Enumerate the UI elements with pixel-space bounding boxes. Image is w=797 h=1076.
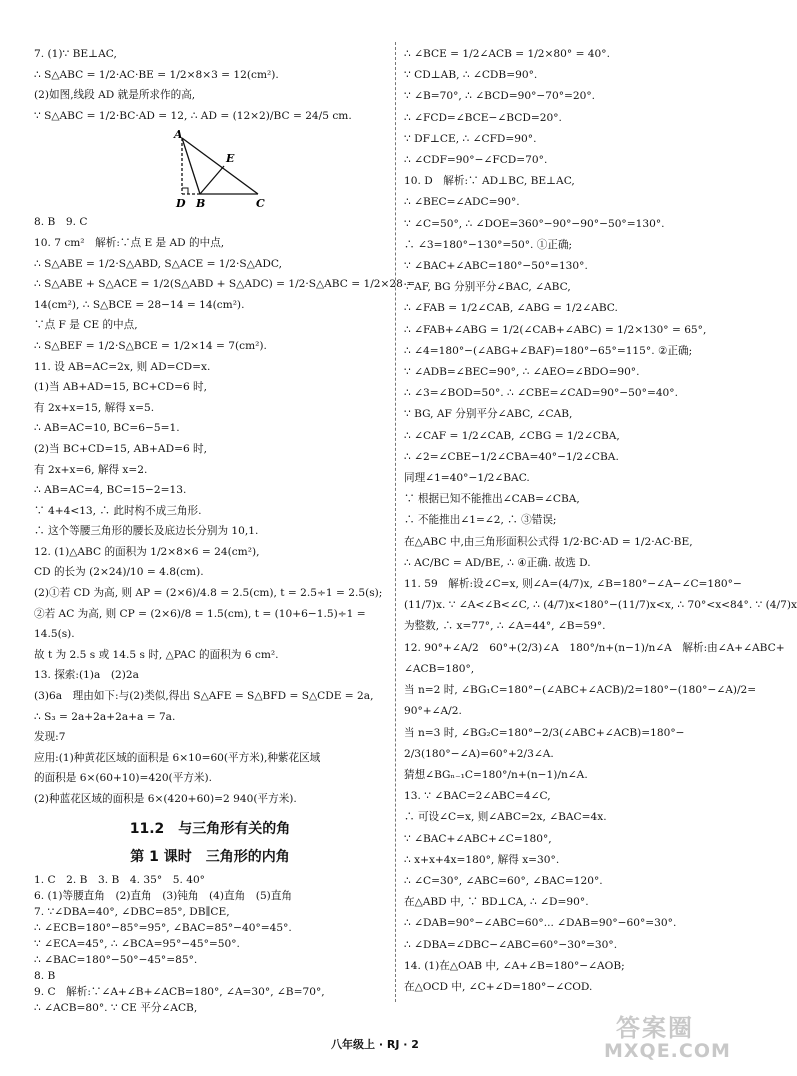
answer-line: (2)①若 CD 为高, 则 AP = (2×6)/4.8 = 2.5(cm), t = 2.5÷1 = 2.5(s); (34, 587, 383, 600)
answer-line: ∵ S△ABC = 1/2·BC·AD = 12, ∴ AD = (12×2)/BC = 24/5 cm. (34, 109, 352, 122)
answer-line: ∴ x+x+4x=180°, 解得 x=30°. (404, 853, 560, 866)
answer-line: ∴ 这个等腰三角形的腰长及底边长分别为 10,1. (34, 525, 259, 538)
watermark-domain: MXQE.COM (604, 1040, 731, 1062)
answer-line: ∴ ∠CAF = 1/2∠CAB, ∠CBG = 1/2∠CBA, (404, 429, 620, 442)
answer-line: ∴ ∠2=∠CBE−1/2∠CBA=40°−1/2∠CBA. (404, 450, 619, 463)
watermark (604, 1008, 744, 1070)
vertex-label-a: A (174, 128, 183, 142)
answer-line: 12. (1)△ABC 的面积为 1/2×8×6 = 24(cm²), (34, 545, 260, 558)
answer-line: ∴ AB=AC=10, BC=6−5=1. (34, 422, 180, 435)
vertex-label-d: D (176, 197, 186, 211)
answer-line: ∴ 不能推出∠1=∠2, ∴ ③错误; (404, 514, 557, 527)
answer-line: 10. D 解析:∵ AD⊥BC, BE⊥AC, (404, 175, 575, 188)
left-column (34, 44, 416, 1016)
answer-line: 当 n=3 时, ∠BG₂C=180°−2/3(∠ABC+∠ACB)=180°− (404, 726, 685, 739)
segment-ac (182, 138, 258, 194)
segment-be (200, 166, 224, 194)
answer-line: 当 n=2 时, ∠BG₁C=180°−(∠ABC+∠ACB)/2=180°−(180°−∠A)/2= (404, 684, 757, 697)
answer-line: ∵ ∠C=50°, ∴ ∠DOE=360°−90°−90°−50°=130°. (404, 217, 665, 230)
vertex-label-e: E (226, 152, 235, 166)
answer-line: 猜想∠BGₙ₋₁C=180°/n+(n−1)/n∠A. (404, 768, 588, 781)
answer-line: ∵ BG, AF 分别平分∠ABC, ∠CAB, (404, 408, 573, 421)
section-title: 11.2 与三角形有关的角 (129, 820, 291, 837)
answer-line: ∴ S△ABC = 1/2·AC·BE = 1/2×8×3 = 12(cm²). (34, 68, 279, 81)
answer-line: ∴ ∠FCD=∠BCE−∠BCD=20°. (404, 111, 562, 124)
answer-line: (1)当 AB+AD=15, BC+CD=6 时, (34, 381, 208, 394)
answer-line: ∴ ∠BCE = 1/2∠ACB = 1/2×80° = 40°. (404, 48, 610, 60)
answer-line: 6. (1)等腰直角 (2)直角 (3)钝角 (4)直角 (5)直角 (34, 889, 293, 902)
answer-line: ∴ ∠DAB=90°−∠ABC=60°... ∠DAB=90°−60°=30°. (404, 917, 677, 930)
answer-line: 故 t 为 2.5 s 或 14.5 s 时, △PAC 的面积为 6 cm². (34, 648, 279, 661)
watermark-logo-text: 答案圈 (616, 1014, 694, 1042)
answer-line: ②若 AC 为高, 则 CP = (2×6)/8 = 1.5(cm), t = (10+6−1.5)÷1 = (34, 607, 366, 620)
answers-11-2 (34, 872, 386, 1016)
answer-line: ∴ AC/BC = AD/BE, ∴ ④正确. 故选 D. (404, 556, 591, 569)
answer-line: ∴ ∠ECB=180°−85°=95°, ∠BAC=85°−40°=45°. (34, 921, 292, 934)
answer-line: ∴ ∠FAB = 1/2∠CAB, ∠ABG = 1/2∠ABC. (404, 302, 618, 315)
right-angle-mark (182, 188, 188, 194)
answer-line: 同理∠1=40°−1/2∠BAC. (404, 472, 530, 485)
answer-line: (3)6a 理由如下:与(2)类似,得出 S△AFE = S△BFD = S△CDE = 2a, (34, 690, 374, 703)
answer-line: ∴ ∠3=180°−130°=50°. ①正确; (404, 238, 573, 251)
answers-11-1-cont (34, 212, 416, 809)
answer-line: ∴ S△ABE + S△ACE = 1/2(S△ABD + S△ADC) = 1/2·S△ABC = 1/2×28 = (34, 278, 416, 291)
answer-line: ∴ ∠DBA=∠DBC−∠ABC=60°−30°=30°. (404, 938, 618, 951)
answer-line: CD 的长为 (2×24)/10 = 4.8(cm). (34, 566, 204, 579)
answer-line: (11/7)x. ∵ ∠A<∠B<∠C, ∴ (4/7)x<180°−(11/7)x<x, ∴ 70°<x<84°. ∵ (4/7)x (404, 599, 797, 612)
answer-line: 14.5(s). (34, 628, 75, 641)
answer-line: ∴ ∠3=∠BOD=50°. ∴ ∠CBE=∠CAD=90°−50°=40°. (404, 387, 678, 400)
answer-line: ∴ ∠FAB+∠ABG = 1/2(∠CAB+∠ABC) = 1/2×130° = 65°, (404, 323, 707, 336)
triangle-diagram (154, 128, 264, 210)
answer-line: 11. 59 解析:设∠C=x, 则∠A=(4/7)x, ∠B=180°−∠A−∠C=180°− (404, 578, 742, 591)
right-column (404, 44, 797, 998)
segment-ab (182, 138, 200, 194)
answer-line: ∵ ∠ECA=45°, ∴ ∠BCA=95°−45°=50°. (34, 937, 240, 950)
answer-line: 在△ABD 中, ∵ BD⊥CA, ∴ ∠D=90°. (404, 896, 589, 909)
answer-line: 1. C 2. B 3. B 4. 35° 5. 40° (34, 873, 205, 886)
answer-line: 13. 探索:(1)a (2)2a (34, 669, 139, 682)
answer-line: 为整数, ∴ x=77°, ∴ ∠A=44°, ∠B=59°. (404, 620, 606, 633)
answer-line: ∴ ∠BEC=∠ADC=90°. (404, 196, 520, 209)
answer-line: ∴ 可设∠C=x, 则∠ABC=2x, ∠BAC=4x. (404, 811, 607, 824)
answer-line: ∵ DF⊥CE, ∴ ∠CFD=90°. (404, 132, 537, 145)
answer-line: ∴ ∠C=30°, ∠ABC=60°, ∠BAC=120°. (404, 874, 603, 887)
answer-line: 在△OCD 中, ∠C+∠D=180°−∠COD. (404, 980, 593, 993)
answer-line: 的面积是 6×(60+10)=420(平方米). (34, 772, 212, 785)
answer-line: 13. ∵ ∠BAC=2∠ABC=4∠C, (404, 790, 551, 803)
answer-line: 11. 设 AB=AC=2x, 则 AD=CD=x. (34, 360, 211, 373)
answer-line: 7. ∵∠DBA=40°, ∠DBC=85°, DB∥CE, (34, 905, 230, 918)
answer-line: ∵ ∠BAC+∠ABC=180°−50°=130°. (404, 260, 588, 273)
answer-line: 发现:7 (34, 731, 66, 744)
answer-line: 14(cm²), ∴ S△BCE = 28−14 = 14(cm²). (34, 298, 245, 311)
answer-line: 有 2x+x=15, 解得 x=5. (34, 401, 155, 414)
lesson-title: 第 1 课时 三角形的内角 (130, 848, 290, 865)
answer-line: 9. C 解析:∵∠A+∠B+∠ACB=180°, ∠A=30°, ∠B=70°, (34, 985, 325, 998)
column-divider (395, 42, 396, 1002)
answer-line: 2/3(180°−∠A)=60°+2/3∠A. (404, 747, 554, 760)
vertex-label-b: B (196, 197, 206, 211)
answer-line: 在△ABC 中,由三角形面积公式得 1/2·BC·AD = 1/2·AC·BE, (404, 535, 693, 548)
answer-line: ∴ ∠4=180°−(∠ABG+∠BAF)=180°−65°=115°. ②正确; (404, 344, 693, 357)
answer-line: ∴ ∠CDF=90°−∠FCD=70°. (404, 154, 548, 167)
answer-line: ∠ACB=180°, (404, 662, 475, 675)
answer-line: ∵ 根据已知不能推出∠CAB=∠CBA, (404, 493, 580, 506)
answer-line: 14. (1)在△OAB 中, ∠A+∠B=180°−∠AOB; (404, 959, 625, 972)
answer-line: ∵ ∠ADB=∠BEC=90°, ∴ ∠AEO=∠BDO=90°. (404, 366, 640, 379)
answer-line: ∴ S△ABE = 1/2·S△ABD, S△ACE = 1/2·S△ADC, (34, 257, 282, 270)
answer-line: ∵点 F 是 CE 的中点, (34, 319, 138, 332)
answer-line: ∵ ∠B=70°, ∴ ∠BCD=90°−70°=20°. (404, 90, 596, 103)
answer-line: ∴ S△BEF = 1/2·S△BCE = 1/2×14 = 7(cm²). (34, 339, 267, 352)
answer-line: (2)当 BC+CD=15, AB+AD=6 时, (34, 442, 208, 455)
answer-line: ∴ S₃ = 2a+2a+2a+a = 7a. (34, 710, 176, 723)
answer-line: ∵ 4+4<13, ∴ 此时构不成三角形. (34, 504, 202, 517)
answer-line: 应用:(1)种黄花区域的面积是 6×10=60(平方米),种紫花区域 (34, 751, 321, 764)
answer-line: 10. 7 cm² 解析:∵点 E 是 AD 的中点, (34, 236, 225, 249)
answer-line: 8. B (34, 969, 56, 982)
answer-line: 8. B 9. C (34, 216, 88, 229)
answer-line: ∴ ∠ACB=80°. ∵ CE 平分∠ACB, (34, 1001, 198, 1014)
answer-line: 有 2x+x=6, 解得 x=2. (34, 463, 148, 476)
vertex-label-c: C (256, 197, 265, 211)
answer-line: (2)种蓝花区域的面积是 6×(420+60)=2 940(平方米). (34, 793, 297, 805)
answer-line: ∵ CD⊥AB, ∴ ∠CDB=90°. (404, 69, 538, 82)
answer-line: ∴ AB=AC=4, BC=15−2=13. (34, 484, 187, 497)
answer-line: (2)如图,线段 AD 就是所求作的高, (34, 89, 196, 102)
answer-line: ∴ ∠BAC=180°−50°−45°=85°. (34, 953, 198, 966)
answer-line: ∵ ∠BAC+∠ABC+∠C=180°, (404, 832, 552, 845)
answer-line: 7. (1)∵ BE⊥AC, (34, 48, 117, 60)
answer-line: ∵ AF, BG 分别平分∠BAC, ∠ABC, (404, 281, 571, 294)
answer-line: 12. 90°+∠A/2 60°+(2/3)∠A 180°/n+(n−1)/n∠A 解析:由∠A+∠ABC+ (404, 641, 785, 654)
answer-line: 90°+∠A/2. (404, 705, 462, 718)
answers-11-1 (34, 44, 386, 212)
triangle-figure (34, 126, 386, 212)
page-footer: 八年级上 · RJ · 2 (331, 1038, 419, 1051)
